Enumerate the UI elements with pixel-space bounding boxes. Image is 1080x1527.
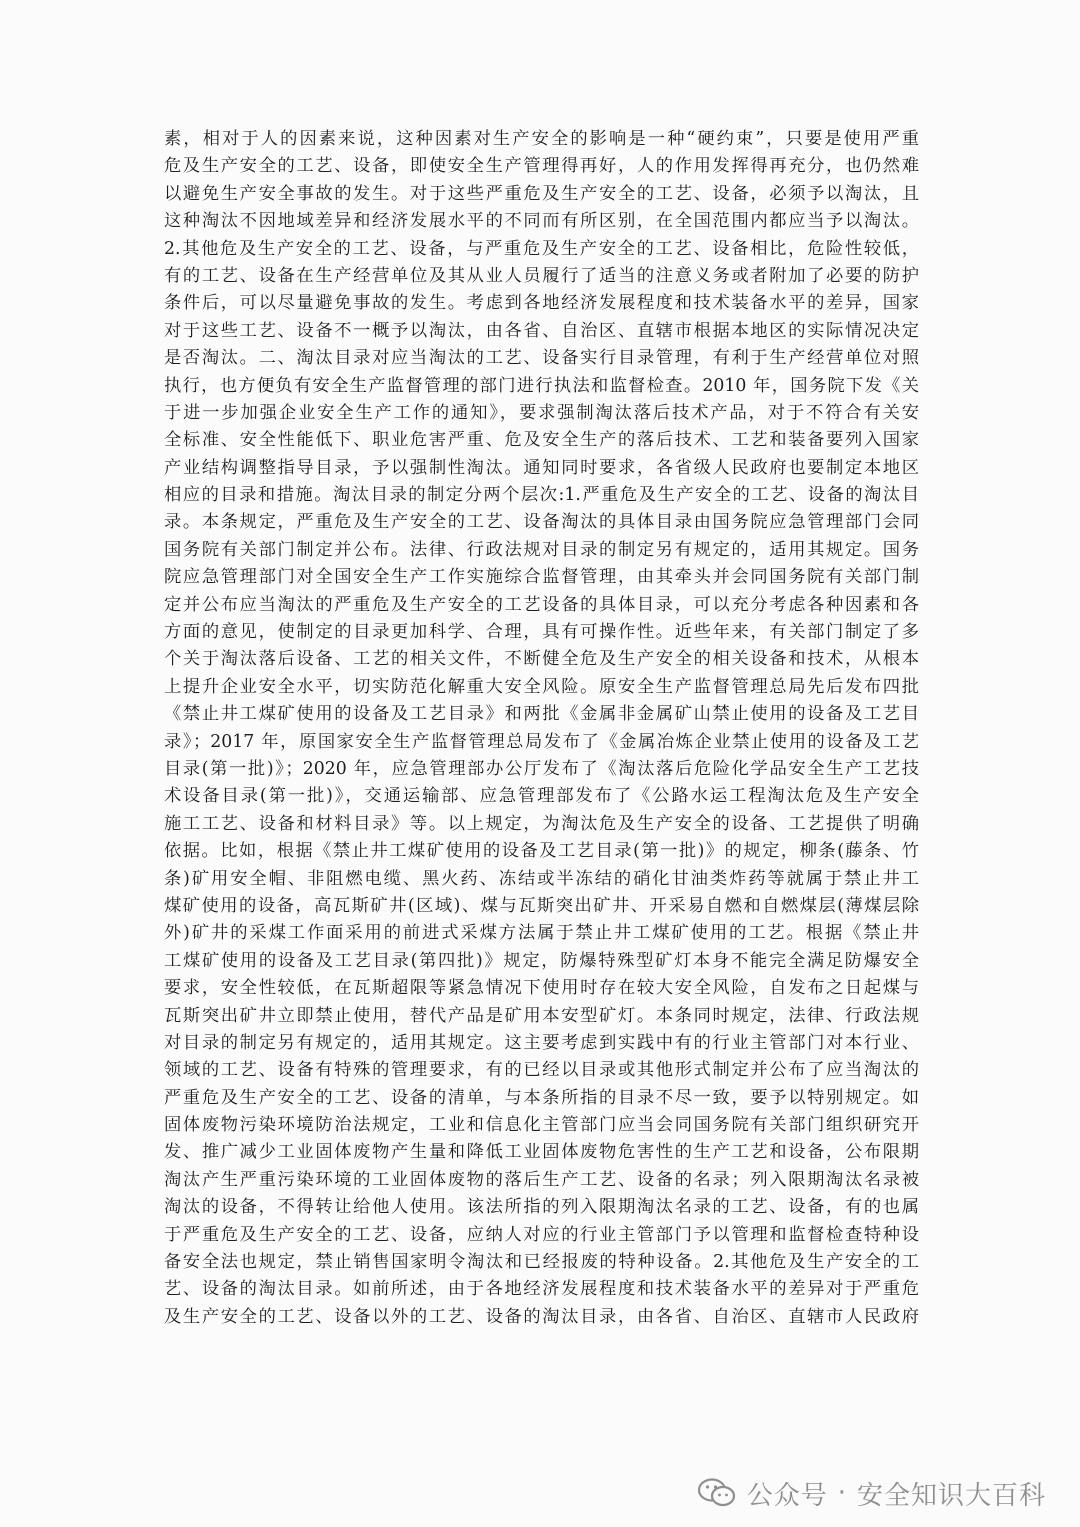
- text-line: 瓦斯突出矿井立即禁止使用，替代产品是矿用本安型矿灯。本条同时规定，法律、行政法规: [164, 1005, 919, 1026]
- text-line: 对于这些工艺、设备不一概予以淘汰，由各省、自治区、直辖市根据本地区的实际情况决定: [164, 320, 919, 341]
- text-line: 录。本条规定，严重危及生产安全的工艺、设备淘汰的具体目录由国务院应急管理部门会同: [164, 512, 919, 533]
- text-line: 这种淘汰不因地域差异和经济发展水平的不同而有所区别，在全国范围内都应当予以淘汰。: [164, 211, 919, 232]
- text-line: 淘汰产生严重污染环境的工业固体废物的落后生产工艺、设备的名录；列入限期淘汰名录被: [164, 1169, 919, 1190]
- text-line: 发、推广减少工业固体废物产生量和降低工业固体废物危害性的生产工艺和设备，公布限期: [164, 1142, 919, 1163]
- text-line: 素，相对于人的因素来说，这种因素对生产安全的影响是一种“硬约束”，只要是使用严重: [164, 129, 919, 149]
- text-line: 备安全法也规定，禁止销售国家明令淘汰和已经报废的特种设备。2.其他危及生产安全的工: [164, 1252, 919, 1273]
- text-line: 术设备目录(第一批)》，交通运输部、应急管理部发布了《公路水运工程淘汰危及生产安全: [164, 786, 919, 807]
- text-line: 2.其他危及生产安全的工艺、设备，与严重危及生产安全的工艺、设备相比，危险性较低，: [164, 238, 919, 259]
- text-line: 于进一步加强企业安全生产工作的通知》，要求强制淘汰落后技术产品，对于不符合有关安: [164, 402, 919, 423]
- text-line: 个关于淘汰落后设备、工艺的相关文件，不断健全危及生产安全的相关设备和技术，从根本: [164, 649, 919, 670]
- text-line: 产业结构调整指导目录，予以强制性淘汰。通知同时要求，各省级人民政府也要制定本地区: [164, 457, 919, 478]
- text-line: 相应的目录和措施。淘汰目录的制定分两个层次:1.严重危及生产安全的工艺、设备的淘汰目: [164, 485, 919, 506]
- text-line: 外)矿井的采煤工作面采用的前进式采煤方法属于禁止井工煤矿使用的工艺。根据《禁止井: [164, 923, 919, 944]
- text-line: 录》；2017 年，原国家安全生产监督管理总局发布了《金属冶炼企业禁止使用的设备及工艺: [164, 731, 919, 752]
- text-line: 于严重危及生产安全的工艺、设备，应纳人对应的行业主管部门予以管理和监督检查特种设: [164, 1224, 919, 1245]
- text-line: 艺、设备的淘汰目录。如前所述，由于各地经济发展程度和技术装备水平的差异对于严重危: [164, 1279, 919, 1300]
- text-line: 定并公布应当淘汰的严重危及生产安全的工艺设备的具体目录，可以充分考虑各种因素和各: [164, 594, 919, 615]
- text-line: 依据。比如，根据《禁止井工煤矿使用的设备及工艺目录(第一批)》的规定，柳条(藤条、竹: [164, 841, 919, 862]
- watermark-separator: ·: [837, 1478, 847, 1508]
- text-line: 方面的意见，使制定的目录更加科学、合理，具有可操作性。近些年来，有关部门制定了多: [164, 622, 919, 643]
- wechat-icon: [697, 1477, 737, 1509]
- text-line: 工煤矿使用的设备及工艺目录(第四批)》规定，防爆特殊型矿灯本身不能完全满足防爆安全: [164, 950, 919, 971]
- body-text: [164, 126, 919, 1331]
- text-line: 及生产安全的工艺、设备以外的工艺、设备的淘汰目录，由各省、自治区、直辖市人民政府: [164, 1306, 919, 1327]
- text-line: 严重危及生产安全的工艺、设备的清单，与本条所指的目录不尽一致，要予以特别规定。如: [164, 1087, 919, 1108]
- text-line: 条)矿用安全帽、非阻燃电缆、黑火药、冻结或半冻结的硝化甘油类炸药等就属于禁止井工: [164, 868, 919, 889]
- text-line: 施工工艺、设备和材料目录》等。以上规定，为淘汰危及生产安全的设备、工艺提供了明确: [164, 813, 919, 834]
- text-line: 固体废物污染环境防治法规定，工业和信息化主管部门应当会同国务院有关部门组织研究开: [164, 1115, 919, 1136]
- text-line: 条件后，可以尽量避免事故的发生。考虑到各地经济发展程度和技术装备水平的差异，国家: [164, 293, 919, 314]
- text-line: 淘汰的设备，不得转让给他人使用。该法所指的列入限期淘汰名录的工艺、设备，有的也属: [164, 1197, 919, 1218]
- text-line: 领域的工艺、设备有特殊的管理要求，有的已经以目录或其他形式制定并公布了应当淘汰的: [164, 1060, 919, 1081]
- watermark-label: 公众号: [746, 1480, 828, 1511]
- text-line: 上提升企业安全水平，切实防范化解重大安全风险。原安全生产监督管理总局先后发布四批: [164, 676, 919, 697]
- text-line: 是否淘汰。二、淘汰目录对应当淘汰的工艺、设备实行目录管理，有利于生产经营单位对照: [164, 348, 919, 369]
- text-line: 全标准、安全性能低下、职业危害严重、危及安全生产的落后技术、工艺和装备要列入国家: [164, 430, 919, 451]
- text-line: 对目录的制定另有规定的，适用其规定。这主要考虑到实践中有的行业主管部门对本行业、: [164, 1032, 919, 1053]
- text-line: 煤矿使用的设备，高瓦斯矿井(区域)、煤与瓦斯突出矿井、开采易自燃和自燃煤层(薄煤层除: [164, 895, 919, 916]
- text-line: 要求，安全性较低，在瓦斯超限等紧急情况下使用时存在较大安全风险，自发布之日起煤与: [164, 978, 919, 999]
- text-line: 执行，也方便负有安全生产监督管理的部门进行执法和监督检查。2010 年，国务院下发《关: [164, 375, 919, 396]
- text-line: 目录(第一批)》；2020 年，应急管理部办公厅发布了《淘汰落后危险化学品安全生产工艺技: [164, 758, 919, 779]
- watermark-account: 安全知识大百科: [856, 1480, 1046, 1511]
- text-line: 国务院有关部门制定并公布。法律、行政法规对目录的制定另有规定的，适用其规定。国务: [164, 539, 919, 560]
- text-line: 《禁止井工煤矿使用的设备及工艺目录》和两批《金属非金属矿山禁止使用的设备及工艺目: [164, 704, 919, 725]
- text-line: 以避免生产安全事故的发生。对于这些严重危及生产安全的工艺、设备，必须予以淘汰，且: [164, 183, 919, 204]
- text-line: 危及生产安全的工艺、设备，即使安全生产管理得再好，人的作用发挥得再充分，也仍然难: [164, 156, 919, 177]
- text-line: 院应急管理部门对全国安全生产工作实施综合监督管理，由其牵头并会同国务院有关部门制: [164, 567, 919, 588]
- text-line: 有的工艺、设备在生产经营单位及其从业人员履行了适当的注意义务或者附加了必要的防护: [164, 265, 919, 286]
- watermark: [697, 1473, 1046, 1513]
